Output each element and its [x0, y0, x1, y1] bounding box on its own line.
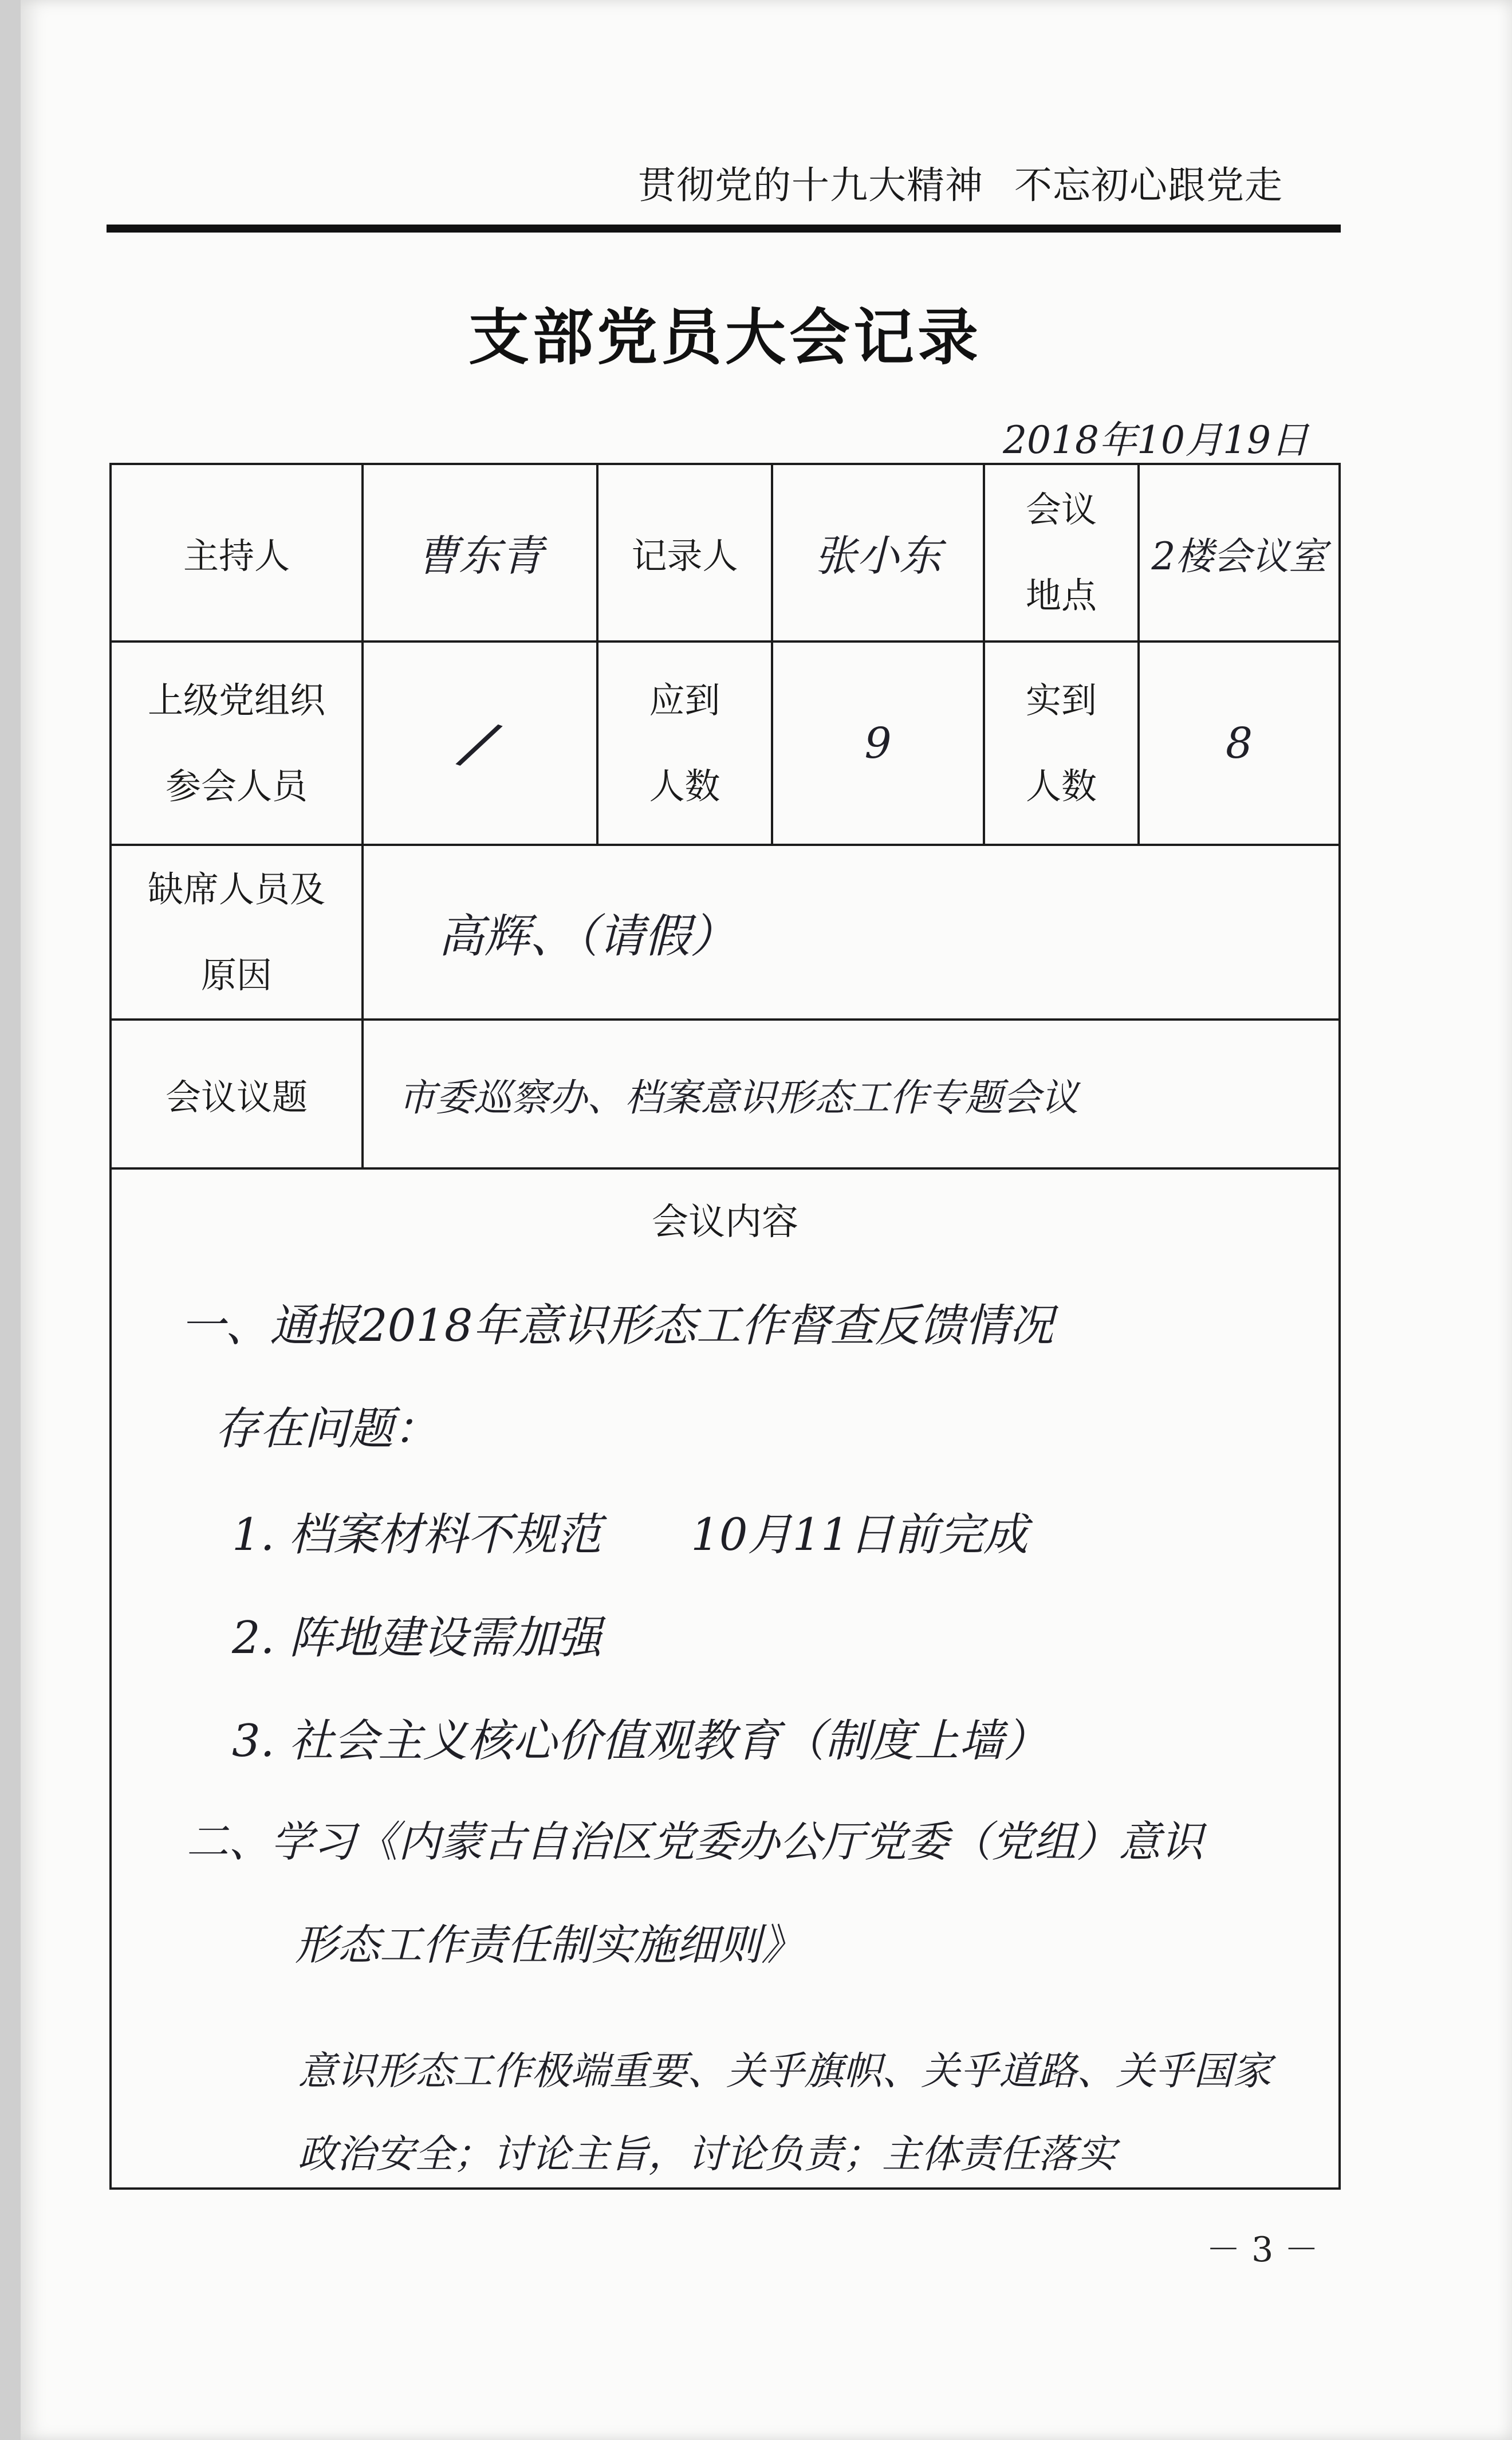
recorder-value: 张小东	[814, 532, 942, 581]
location-label-line2: 地点	[1025, 574, 1097, 616]
actual-label-line2: 人数	[1025, 765, 1097, 807]
topic-value: 市委巡察办、档案意识形态工作专题会议	[398, 1075, 1078, 1120]
expected-label-line2: 人数	[649, 765, 720, 807]
meeting-record-form	[109, 463, 1341, 2190]
document-page	[21, 0, 1512, 2440]
superior-label-line1: 上级党组织	[147, 679, 325, 721]
slogan-part-2: 不忘初心跟党走	[1014, 163, 1283, 207]
content-line-6: 二、学习《内蒙古自治区党委办公厅党委（党组）意识	[186, 1817, 1203, 1867]
meeting-content	[112, 465, 1338, 2187]
host-value: 曹东青	[416, 532, 544, 581]
location-label-line1: 会议	[1025, 489, 1097, 530]
recorder-label: 记录人	[631, 534, 738, 577]
topic-label: 会议议题	[165, 1076, 308, 1118]
content-line-8: 意识形态工作极端重要、关乎旗帜、关乎道路、关乎国家	[298, 2049, 1272, 2094]
expected-label-line1: 应到	[649, 679, 720, 721]
absent-value: 高辉、（请假）	[438, 910, 736, 963]
superior-label-line2: 参会人员	[165, 765, 308, 807]
content-line-3: 1. 档案材料不规范 10月11日前完成	[232, 1509, 1028, 1561]
content-line-2: 存在问题：	[215, 1403, 439, 1455]
meeting-date: 2018年10月19日	[1003, 418, 1309, 462]
actual-value: 8	[1225, 718, 1253, 768]
content-line-9: 政治安全；讨论主旨，讨论负责；主体责任落实	[298, 2132, 1116, 2177]
host-label: 主持人	[183, 534, 290, 577]
page-number: － 3 －	[1206, 2230, 1319, 2270]
absent-label-line2: 原因	[200, 954, 272, 996]
location-value: 2楼会议室	[1151, 534, 1327, 578]
document-title: 支部党员大会记录	[468, 301, 982, 373]
content-line-1: 一、通报2018年意识形态工作督查反馈情况	[180, 1300, 1054, 1352]
slogan-part-1: 贯彻党的十九大精神	[638, 163, 983, 207]
expected-value: 9	[864, 718, 892, 768]
header-slogan	[638, 155, 1283, 209]
content-line-4: 2. 阵地建设需加强	[232, 1612, 602, 1664]
content-line-7: 形态工作责任制实施细则》	[295, 1920, 804, 1970]
superior-value: /	[457, 705, 503, 781]
header-divider	[107, 225, 1341, 233]
meeting-content-title: 会议内容	[652, 1201, 798, 1243]
content-line-5: 3. 社会主义核心价值观教育（制度上墙）	[232, 1715, 1049, 1767]
actual-label-line1: 实到	[1025, 679, 1097, 721]
absent-label-line1: 缺席人员及	[147, 868, 325, 910]
